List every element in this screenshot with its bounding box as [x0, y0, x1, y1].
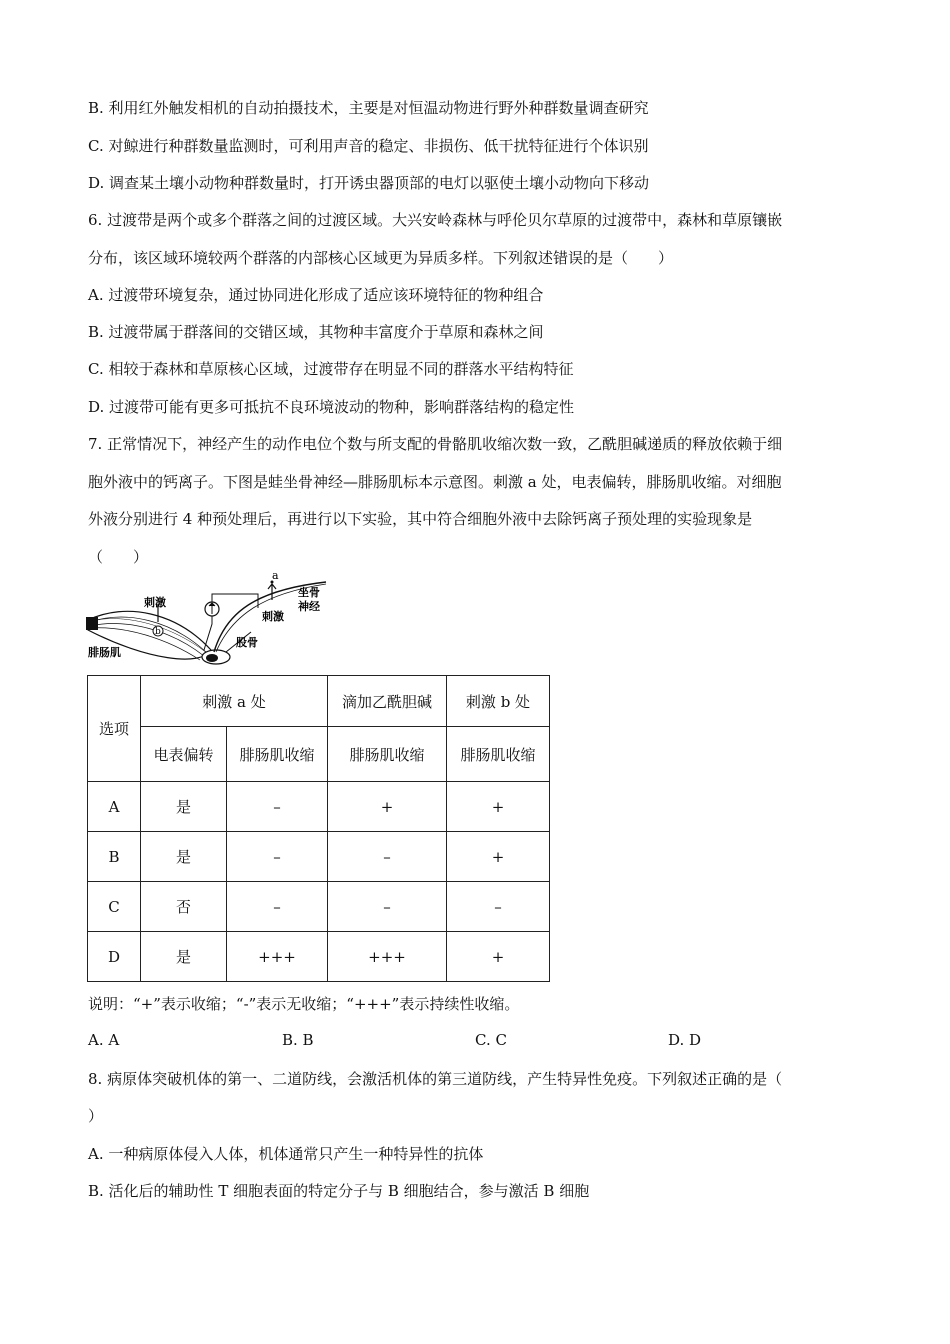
- experiment-table: [87, 675, 550, 982]
- option-6b: B. 过渡带属于群落间的交错区域，其物种丰富度介于草原和森林之间: [88, 323, 544, 341]
- option-8b: B. 活化后的辅助性 T 细胞表面的特定分子与 B 细胞结合，参与激活 B 细胞: [88, 1182, 590, 1200]
- question-6-stem-line2: 分布，该区域环境较两个群落的内部核心区域更为异质多样。下列叙述错误的是（ ）: [88, 249, 674, 267]
- cell: +: [447, 832, 550, 882]
- label-femur: 股骨: [236, 636, 258, 649]
- table-row: [88, 782, 550, 832]
- label-stimulus-right: 刺激: [262, 610, 284, 623]
- question-8-stem-line2: ）: [88, 1107, 104, 1125]
- cell: 是: [141, 832, 227, 882]
- question-7-stem-line1: 7. 正常情况下，神经产生的动作电位个数与所支配的骨骼肌收缩次数一致，乙酰胆碱递质的释放依赖于细: [88, 435, 783, 453]
- cell: –: [447, 882, 550, 932]
- option-5c: C. 对鲸进行种群数量监测时，可利用声音的稳定、非损伤、低干扰特征进行个体识别: [88, 137, 649, 155]
- subheader-contraction: 腓肠肌收缩: [227, 727, 328, 782]
- cell: A: [88, 782, 141, 832]
- label-nerve-line1: 坐骨: [298, 586, 320, 599]
- option-5b: B. 利用红外触发相机的自动拍摄技术，主要是对恒温动物进行野外种群数量调查研究: [88, 99, 649, 117]
- option-7a: A. A: [88, 1031, 120, 1049]
- subheader-meter: 电表偏转: [141, 727, 227, 782]
- header-stimulus-b: 刺激 b 处: [447, 676, 550, 727]
- option-7c: C. C: [475, 1031, 507, 1049]
- cell: D: [88, 932, 141, 982]
- header-stimulus-a: 刺激 a 处: [141, 676, 328, 727]
- cell: +++: [227, 932, 328, 982]
- table-note: 说明：“+”表示收缩；“-”表示无收缩；“+++”表示持续性收缩。: [88, 995, 520, 1013]
- option-6d: D. 过渡带可能有更多可抵抗不良环境波动的物种，影响群落结构的稳定性: [88, 398, 575, 416]
- cell: +: [447, 782, 550, 832]
- cell: 是: [141, 932, 227, 982]
- question-6-stem-line1: 6. 过渡带是两个或多个群落之间的过渡区域。大兴安岭森林与呼伦贝尔草原的过渡带中，森林和草原镶嵌: [88, 211, 783, 229]
- question-7-stem-line3: 外液分别进行 4 种预处理后，再进行以下实验，其中符合细胞外液中去除钙离子预处理的实验现象是: [88, 510, 753, 528]
- cell: +: [447, 932, 550, 982]
- cell: +++: [328, 932, 447, 982]
- cell: –: [227, 832, 328, 882]
- label-nerve-line2: 神经: [298, 600, 320, 613]
- cell: –: [328, 882, 447, 932]
- option-7d: D. D: [668, 1031, 702, 1049]
- option-6c: C. 相较于森林和草原核心区域，过渡带存在明显不同的群落水平结构特征: [88, 360, 574, 378]
- cell: 否: [141, 882, 227, 932]
- option-5d: D. 调查某土壤小动物种群数量时，打开诱虫器顶部的电灯以驱使土壤小动物向下移动: [88, 174, 650, 192]
- label-muscle: 腓肠肌: [88, 646, 121, 659]
- subheader-contraction: 腓肠肌收缩: [328, 727, 447, 782]
- cell: –: [227, 882, 328, 932]
- cell: 是: [141, 782, 227, 832]
- table-row: [88, 832, 550, 882]
- option-6a: A. 过渡带环境复杂，通过协同进化形成了适应该环境特征的物种组合: [88, 286, 544, 304]
- cell: –: [328, 832, 447, 882]
- option-8a: A. 一种病原体侵入人体，机体通常只产生一种特异性的抗体: [88, 1145, 484, 1163]
- nerve-muscle-diagram: [86, 572, 346, 672]
- option-7b: B. B: [282, 1031, 314, 1049]
- cell: B: [88, 832, 141, 882]
- question-8-stem-line1: 8. 病原体突破机体的第一、二道防线，会激活机体的第三道防线，产生特异性免疫。下列叙述正确的是（: [88, 1070, 783, 1088]
- table-row: [88, 932, 550, 982]
- header-acetylcholine: 滴加乙酰胆碱: [328, 676, 447, 727]
- cell: C: [88, 882, 141, 932]
- table-row: [88, 882, 550, 932]
- question-7-stem-line2: 胞外液中的钙离子。下图是蛙坐骨神经—腓肠肌标本示意图。刺激 a 处，电表偏转，腓肠肌收缩。对细胞: [88, 473, 782, 491]
- subheader-contraction: 腓肠肌收缩: [447, 727, 550, 782]
- label-a: a: [272, 572, 279, 582]
- label-stimulus-left: 刺激: [144, 596, 166, 609]
- question-7-stem-line4: （ ）: [88, 548, 149, 566]
- label-b: b: [155, 627, 161, 637]
- cell: –: [227, 782, 328, 832]
- cell: +: [328, 782, 447, 832]
- table-corner: 选项: [88, 676, 141, 782]
